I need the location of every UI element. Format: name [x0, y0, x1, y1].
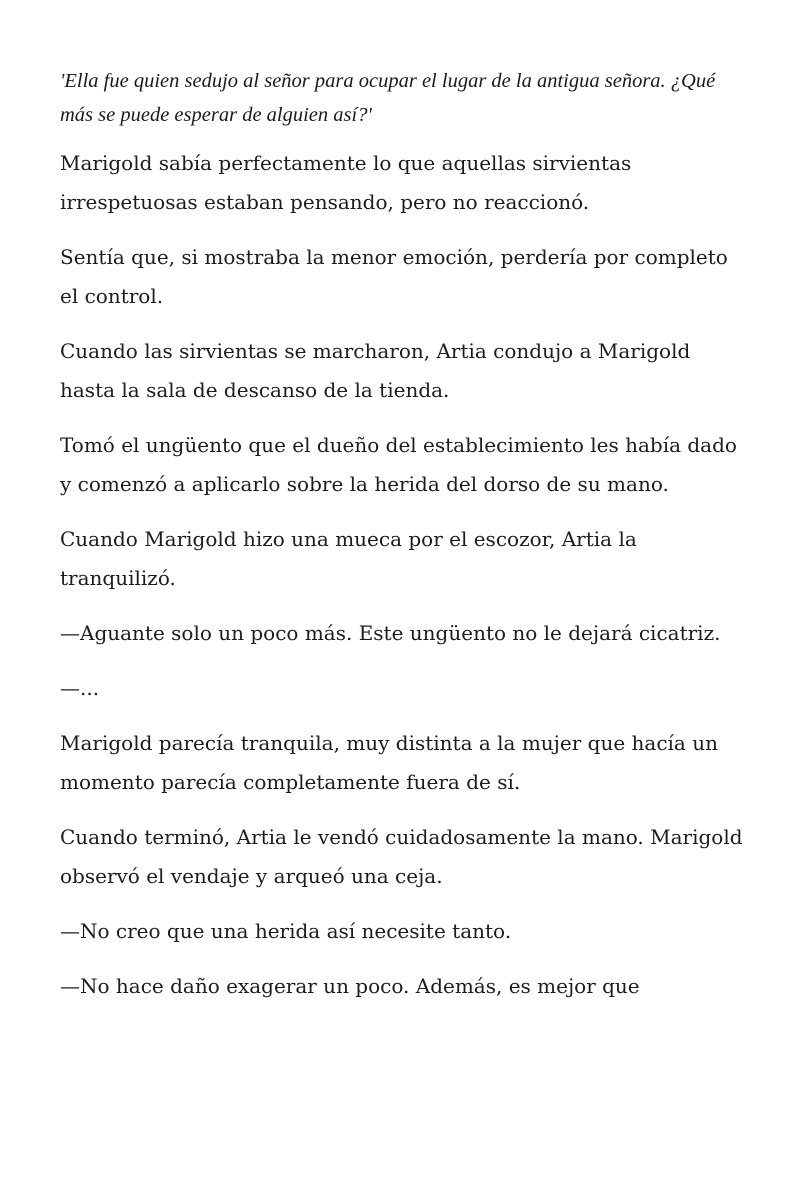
- paragraph: Cuando Marigold hizo una mueca por el escozor, Artia la tranquilizó.: [60, 527, 637, 590]
- dialogue-line: —Aguante solo un poco más. Este ungüento no le dejará cicatriz.: [60, 621, 721, 645]
- paragraph: Tomó el ungüento que el dueño del establecimiento les había dado y comenzó a aplicarlo sobre la herida del dorso de su mano.: [60, 433, 737, 496]
- document-page: [60, 64, 750, 1006]
- paragraph: Cuando terminó, Artia le vendó cuidadosamente la mano. Marigold observó el vendaje y arqueó una ceja.: [60, 825, 743, 888]
- paragraph: Marigold sabía perfectamente lo que aquellas sirvientas irrespetuosas estaban pensando, pero no reaccionó.: [60, 151, 632, 214]
- paragraph: Cuando las sirvientas se marcharon, Artia condujo a Marigold hasta la sala de descanso de la tienda.: [60, 339, 691, 402]
- paragraph: Marigold parecía tranquila, muy distinta a la mujer que hacía un momento parecía completamente fuera de sí.: [60, 731, 718, 794]
- italic-quote: 'Ella fue quien sedujo al señor para ocupar el lugar de la antigua señora. ¿Qué más se puede esperar de alguien así?': [60, 70, 716, 126]
- dialogue-line: —No hace daño exagerar un poco. Además, es mejor que: [60, 974, 640, 998]
- dialogue-line: —...: [60, 676, 100, 700]
- dialogue-line: —No creo que una herida así necesite tanto.: [60, 919, 512, 943]
- paragraph: Sentía que, si mostraba la menor emoción, perdería por completo el control.: [60, 245, 728, 308]
